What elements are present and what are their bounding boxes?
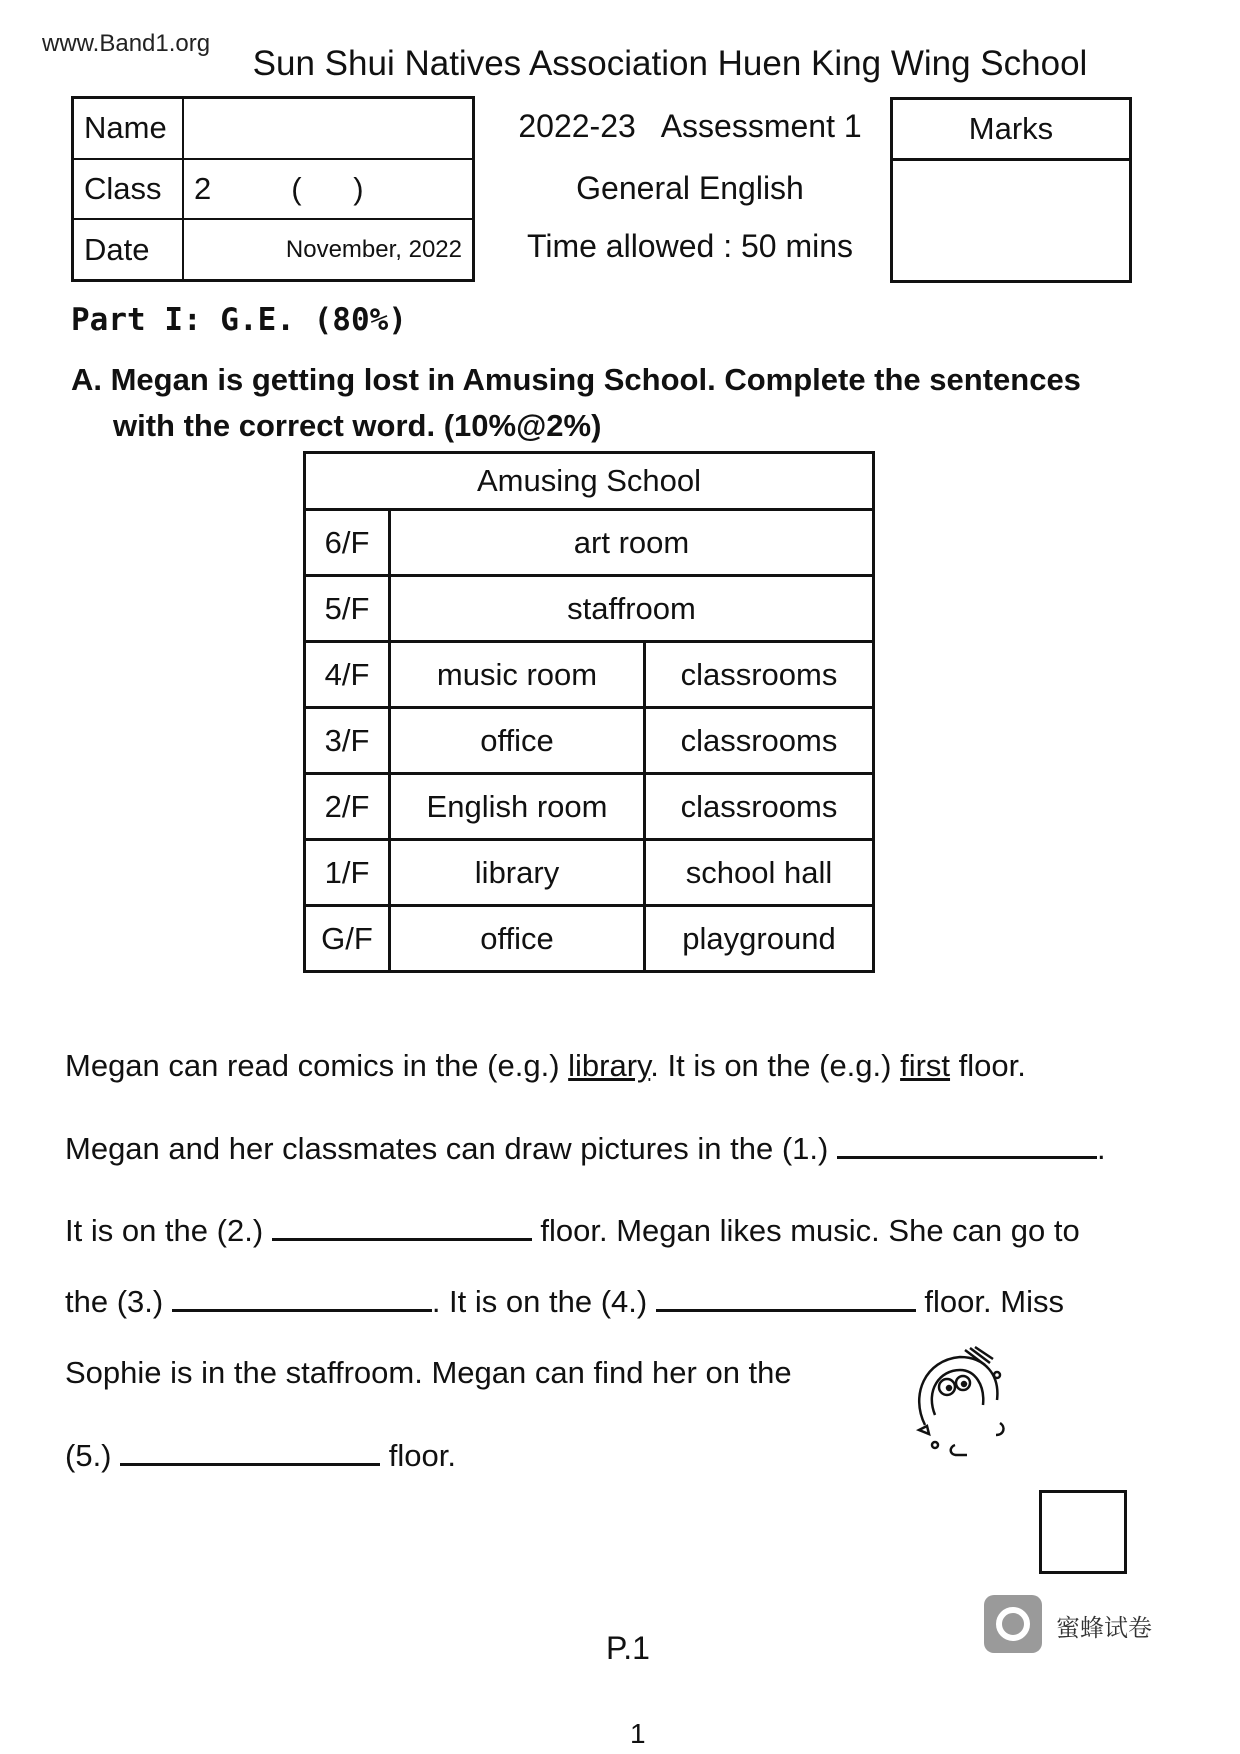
page-number: 1	[630, 1718, 646, 1749]
floor-cell: 3/F	[305, 708, 390, 774]
room-cell: library	[390, 840, 645, 906]
school-title: Sun Shui Natives Association Huen King Wing School	[252, 44, 1088, 83]
answer-blank-4[interactable]	[656, 1308, 916, 1312]
question-a-line2: with the correct word. (10%@2%)	[113, 408, 602, 443]
answer-blank-3[interactable]	[172, 1308, 432, 1312]
table-row	[305, 510, 874, 576]
question-a-line1: A. Megan is getting lost in Amusing School. Complete the sentences	[71, 362, 1081, 397]
student-info-table	[71, 96, 475, 282]
room-cell: office	[390, 906, 645, 972]
text: floor. Miss	[915, 1284, 1064, 1319]
table-row	[305, 708, 874, 774]
amusing-school-table	[303, 451, 875, 973]
floor-cell: 4/F	[305, 642, 390, 708]
floor-cell: 1/F	[305, 840, 390, 906]
marks-label: Marks	[893, 100, 1129, 161]
part-heading: Part I: G.E. (80%)	[71, 302, 407, 338]
sentence-line-2	[65, 1131, 1106, 1167]
time-allowed: Time allowed : 50 mins	[526, 228, 854, 264]
room-cell: playground	[645, 906, 874, 972]
room-cell: art room	[390, 510, 874, 576]
name-field[interactable]	[183, 98, 474, 159]
room-cell: office	[390, 708, 645, 774]
example-answer: first	[900, 1048, 951, 1083]
class-value: 2	[194, 170, 212, 206]
assessment-title: 2022-23 Assessment 1	[518, 108, 862, 144]
text: Megan can read comics in the (e.g.)	[65, 1048, 569, 1083]
text: . It is on the (4.)	[431, 1284, 656, 1319]
text: It is on the (2.)	[65, 1213, 272, 1248]
room-cell: classrooms	[645, 774, 874, 840]
answer-blank-5[interactable]	[120, 1462, 380, 1466]
table-title: Amusing School	[305, 453, 874, 510]
sentence-line-5: Sophie is in the staffroom. Megan can find her on the	[65, 1355, 792, 1390]
text: floor.	[380, 1438, 456, 1473]
floor-cell: 5/F	[305, 576, 390, 642]
text: (5.)	[65, 1438, 121, 1473]
sentence-line-3	[65, 1213, 1080, 1249]
name-label: Name	[73, 98, 184, 159]
room-cell: English room	[390, 774, 645, 840]
sentence-line-6	[65, 1438, 456, 1474]
example-sentence	[65, 1048, 1026, 1084]
room-cell: staffroom	[390, 576, 874, 642]
room-cell: school hall	[645, 840, 874, 906]
answer-blank-2[interactable]	[272, 1237, 532, 1241]
class-field[interactable]	[183, 159, 474, 220]
room-cell: classrooms	[645, 708, 874, 774]
cartoon-girl-doodle	[905, 1345, 1017, 1457]
example-answer: library	[568, 1048, 651, 1083]
table-row	[305, 840, 874, 906]
room-cell: classrooms	[645, 642, 874, 708]
text: . It is on the (e.g.)	[650, 1048, 901, 1083]
marks-box	[890, 97, 1132, 283]
text: Megan and her classmates can draw pictures in the (1.)	[65, 1131, 837, 1166]
text: floor.	[950, 1048, 1026, 1083]
floor-cell: G/F	[305, 906, 390, 972]
date-label: Date	[73, 219, 184, 280]
class-number: ( )	[291, 170, 364, 206]
class-label: Class	[73, 159, 184, 220]
table-row	[305, 774, 874, 840]
table-row	[305, 642, 874, 708]
subject: General English	[576, 170, 804, 206]
table-row	[305, 906, 874, 972]
page-label: P.1	[606, 1630, 650, 1666]
floor-cell: 2/F	[305, 774, 390, 840]
floor-cell: 6/F	[305, 510, 390, 576]
text: the (3.)	[65, 1284, 172, 1319]
room-cell: music room	[390, 642, 645, 708]
answer-blank-1[interactable]	[837, 1155, 1097, 1159]
sentence-line-4	[65, 1284, 1064, 1320]
score-box	[1039, 1490, 1127, 1574]
logo-text: 蜜蜂试卷	[1056, 1615, 1152, 1642]
text: .	[1096, 1131, 1106, 1166]
table-row	[305, 576, 874, 642]
date-value: November, 2022	[183, 219, 474, 280]
text: floor. Megan likes music. She can go to	[531, 1213, 1080, 1248]
bee-papers-logo-icon	[984, 1595, 1042, 1653]
watermark: www.Band1.org	[42, 30, 211, 57]
